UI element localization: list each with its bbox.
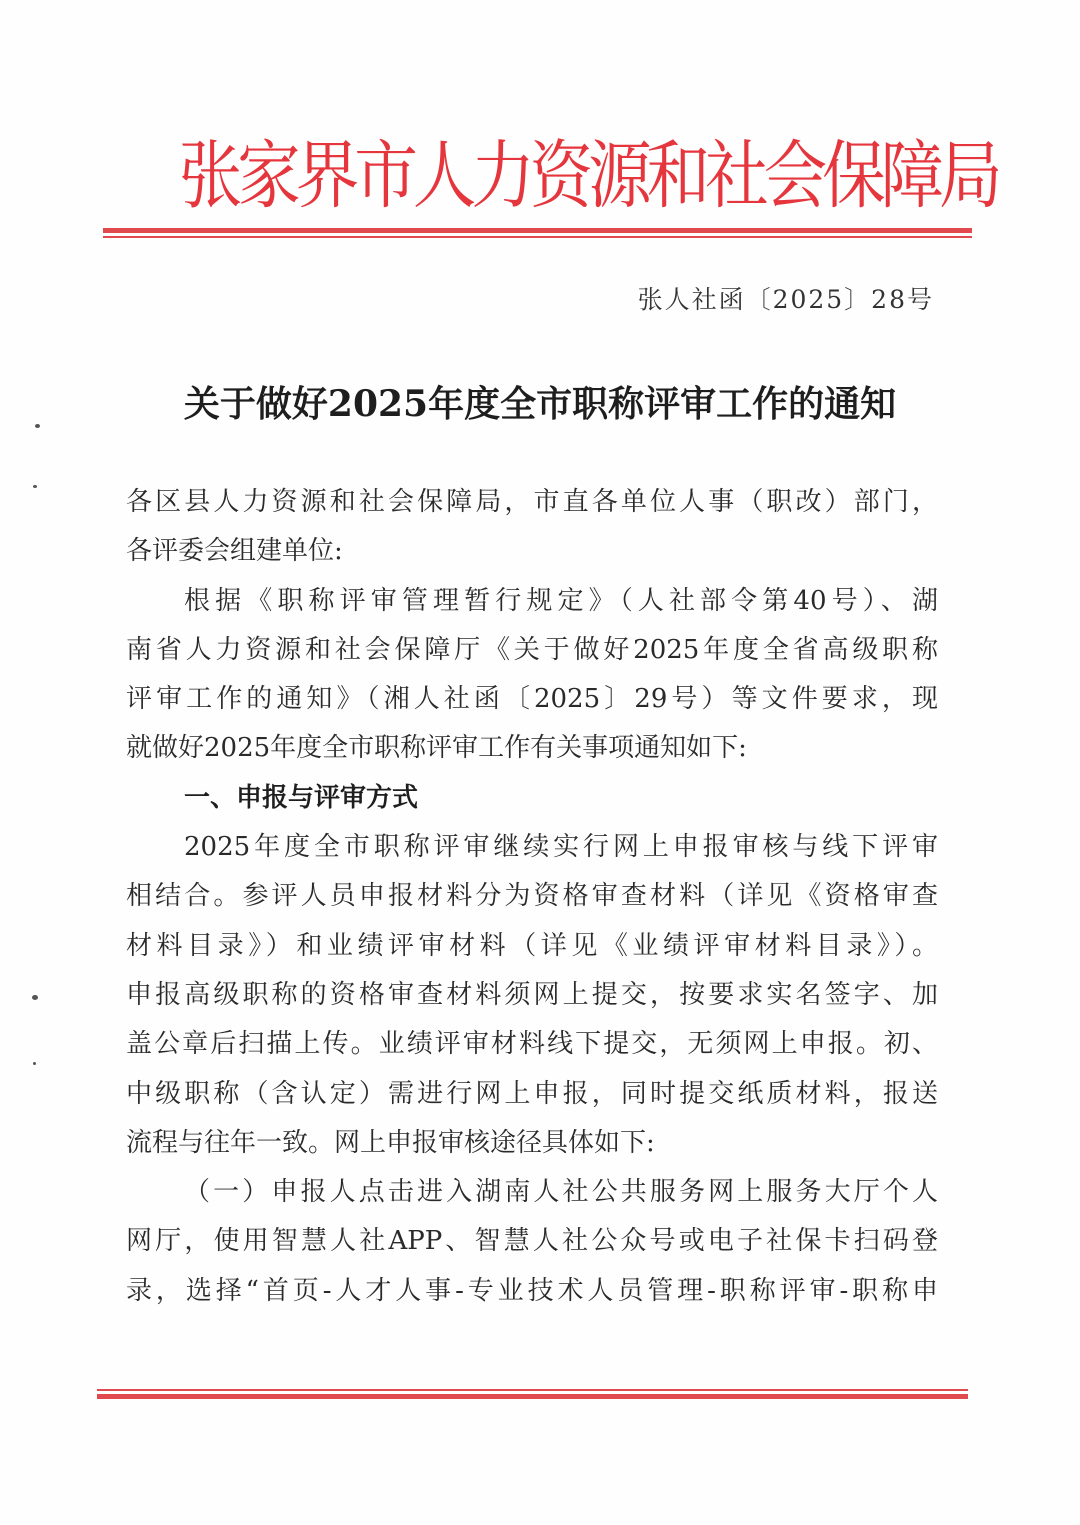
paragraph-line: 材料目录》）和业绩评审材料（详见《业绩评审材料目录》）。 — [126, 930, 938, 961]
divider-thin-line — [103, 236, 972, 238]
paragraph-line: 网厅，使用智慧人社APP、智慧人社公众号或电子社保卡扫码登 — [126, 1226, 938, 1257]
paragraph-line: 根据《职称评审管理暂行规定》（人社部令第40号）、湖 — [184, 585, 938, 616]
paragraph-line: 2025年度全市职称评审继续实行网上申报审核与线下评审 — [184, 832, 938, 863]
paragraph-line: 评审工作的通知》（湘人社函〔2025〕29号）等文件要求，现 — [126, 684, 938, 715]
salutation-line: 各评委会组建单位: — [126, 536, 343, 567]
scan-speck — [33, 1062, 36, 1065]
salutation-line: 各区县人力资源和社会保障局，市直各单位人事（职改）部门， — [126, 487, 938, 517]
paragraph-line: 录，选择“首页-人才人事-专业技术人员管理-职称评审-职称申 — [126, 1275, 938, 1306]
scan-speck — [33, 485, 37, 488]
scan-speck — [32, 995, 38, 1000]
document-body — [126, 478, 938, 1316]
paragraph-line: （一）申报人点击进入湖南人社公共服务网上服务大厅个人 — [184, 1177, 938, 1208]
paragraph-line: 申报高级职称的资格审查材料须网上提交，按要求实名签字、加 — [126, 979, 938, 1010]
paragraph-line: 相结合。参评人员申报材料分为资格审查材料（详见《资格审查 — [126, 881, 938, 912]
divider-thick-line — [103, 228, 972, 233]
paragraph-line: 就做好2025年度全市职称评审工作有关事项通知如下: — [126, 733, 747, 764]
divider-thin-line — [97, 1389, 968, 1391]
document-title: 关于做好2025年度全市职称评审工作的通知 — [183, 383, 897, 425]
letterhead-divider — [103, 228, 972, 240]
divider-thick-line — [97, 1394, 968, 1399]
footer-divider — [97, 1389, 968, 1401]
section-heading: 一、申报与评审方式 — [184, 782, 419, 813]
paragraph-line: 中级职称（含认定）需进行网上申报，同时提交纸质材料，报送 — [126, 1078, 938, 1109]
scan-speck — [35, 424, 40, 428]
paragraph-line: 南省人力资源和社会保障厅《关于做好2025年度全省高级职称 — [126, 634, 938, 665]
document-number: 张人社函〔2025〕28号 — [637, 285, 934, 314]
paragraph-line: 流程与往年一致。网上申报审核途径具体如下: — [126, 1127, 655, 1158]
paragraph-line: 盖公章后扫描上传。业绩评审材料线下提交，无须网上申报。初、 — [126, 1029, 938, 1060]
agency-letterhead: 张家界市人力资源和社会保障局 — [178, 133, 998, 219]
